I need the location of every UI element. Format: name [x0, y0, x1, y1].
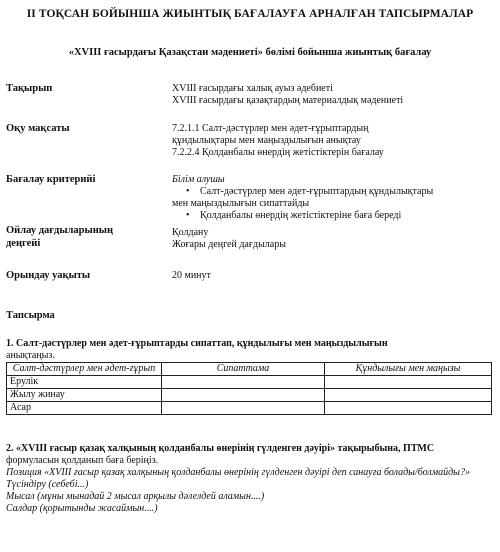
table-row	[7, 389, 492, 402]
bullet-icon: •	[186, 186, 190, 197]
question-1-text-cont: анықтаңыз.	[6, 350, 55, 361]
goal-line: құндылықтары мен маңыздылығын анықтау	[172, 135, 361, 146]
goal-line: 7.2.1.1 Салт-дәстүрлер мен әдет-ғұрыптардың	[172, 123, 369, 134]
goals-value	[172, 123, 384, 159]
question-2	[6, 443, 494, 515]
table-header-cell: Салт-дәстүрлер мен әдет-ғұрып	[7, 363, 162, 376]
customs-table	[6, 362, 492, 415]
topic-line: XVIII ғасырдағы халық ауыз әдебиеті	[172, 83, 333, 94]
criteria-item: • Салт-дәстүрлер мен әдет-ғұрыптардың құндылықтары	[172, 186, 433, 198]
table-row	[7, 376, 492, 389]
bullet-icon: •	[186, 210, 190, 221]
goal-line: 7.2.2.4 Қолданбалы өнердің жетістіктерін бағалау	[172, 147, 384, 158]
table-cell-empty[interactable]	[162, 376, 325, 389]
table-cell-empty[interactable]	[162, 402, 325, 415]
table-header-row	[7, 363, 492, 376]
page-subtitle: «XVIII ғасырдағы Қазақстан мәдениеті» бөлімі бойынша жиынтық бағалау	[68, 47, 432, 58]
topic-label: Тақырып	[6, 83, 53, 94]
criteria-item-continuation: мен маңыздылығын сипаттайды	[172, 198, 310, 209]
topic-value	[172, 83, 403, 107]
thinking-line: Қолдану	[172, 227, 209, 238]
criteria-value	[172, 174, 433, 222]
table-header-cell: Құндылығы мен маңызы	[325, 363, 492, 376]
time-label: Орындау уақыты	[6, 270, 91, 281]
topic-line: XVIII ғасырдағы қазақтардың материалдық мәдениеті	[172, 95, 404, 106]
thinking-line: Жоғары деңгей дағдылары	[172, 239, 286, 250]
table-cell: Ерулік	[7, 376, 162, 389]
question-2-explain: Түсіндіру (себебі...)	[6, 479, 89, 490]
table-header-cell: Сипаттама	[162, 363, 325, 376]
criteria-intro: Білім алушы	[172, 174, 225, 185]
table-cell: Жылу жинау	[7, 389, 162, 402]
table-cell-empty[interactable]	[325, 402, 492, 415]
question-1-text: 1. Салт-дәстүрлер мен әдет-ғұрыптарды сипаттап, құндылығы мен маңыздылығын	[6, 338, 388, 349]
table-cell-empty[interactable]	[325, 376, 492, 389]
table-row	[7, 402, 492, 415]
question-2-text: 2. «XVIII ғасыр қазақ халқының қолданбалы өнерінің гүлденген дәуірі» тақырыбына, ПТМС	[6, 443, 435, 454]
criteria-label: Бағалау критерийі	[6, 174, 96, 185]
question-2-text-cont: формуласын қолданып баға беріңіз.	[6, 455, 159, 466]
thinking-level-value	[172, 227, 286, 251]
time-value: 20 минут	[172, 270, 211, 281]
goals-label: Оқу мақсаты	[6, 123, 70, 134]
question-2-conclusion: Салдар (қорытынды жасаймын....)	[6, 503, 158, 514]
table-cell-empty[interactable]	[325, 389, 492, 402]
table-cell-empty[interactable]	[162, 389, 325, 402]
page-title: II ТОҚСАН БОЙЫНША ЖИЫНТЫҚ БАҒАЛАУҒА АРНАЛҒАН ТАПСЫРМАЛАР	[26, 8, 474, 20]
question-2-position: Позиция «XVIII ғасыр қазақ халқының қолданбалы өнерінің гүлденген дәуірі деп санауға болады/болмайды?»	[6, 467, 470, 478]
table-cell: Асар	[7, 402, 162, 415]
criteria-item: • Қолданбалы өнердің жетістіктеріне баға береді	[172, 210, 433, 222]
task-heading: Тапсырма	[6, 310, 55, 321]
question-1	[6, 338, 494, 362]
question-2-example: Мысал (мұны мынадай 2 мысал арқылы дәлелдей аламын....)	[6, 491, 265, 502]
thinking-level-label: Ойлау дағдыларының деңгейі	[6, 225, 114, 249]
